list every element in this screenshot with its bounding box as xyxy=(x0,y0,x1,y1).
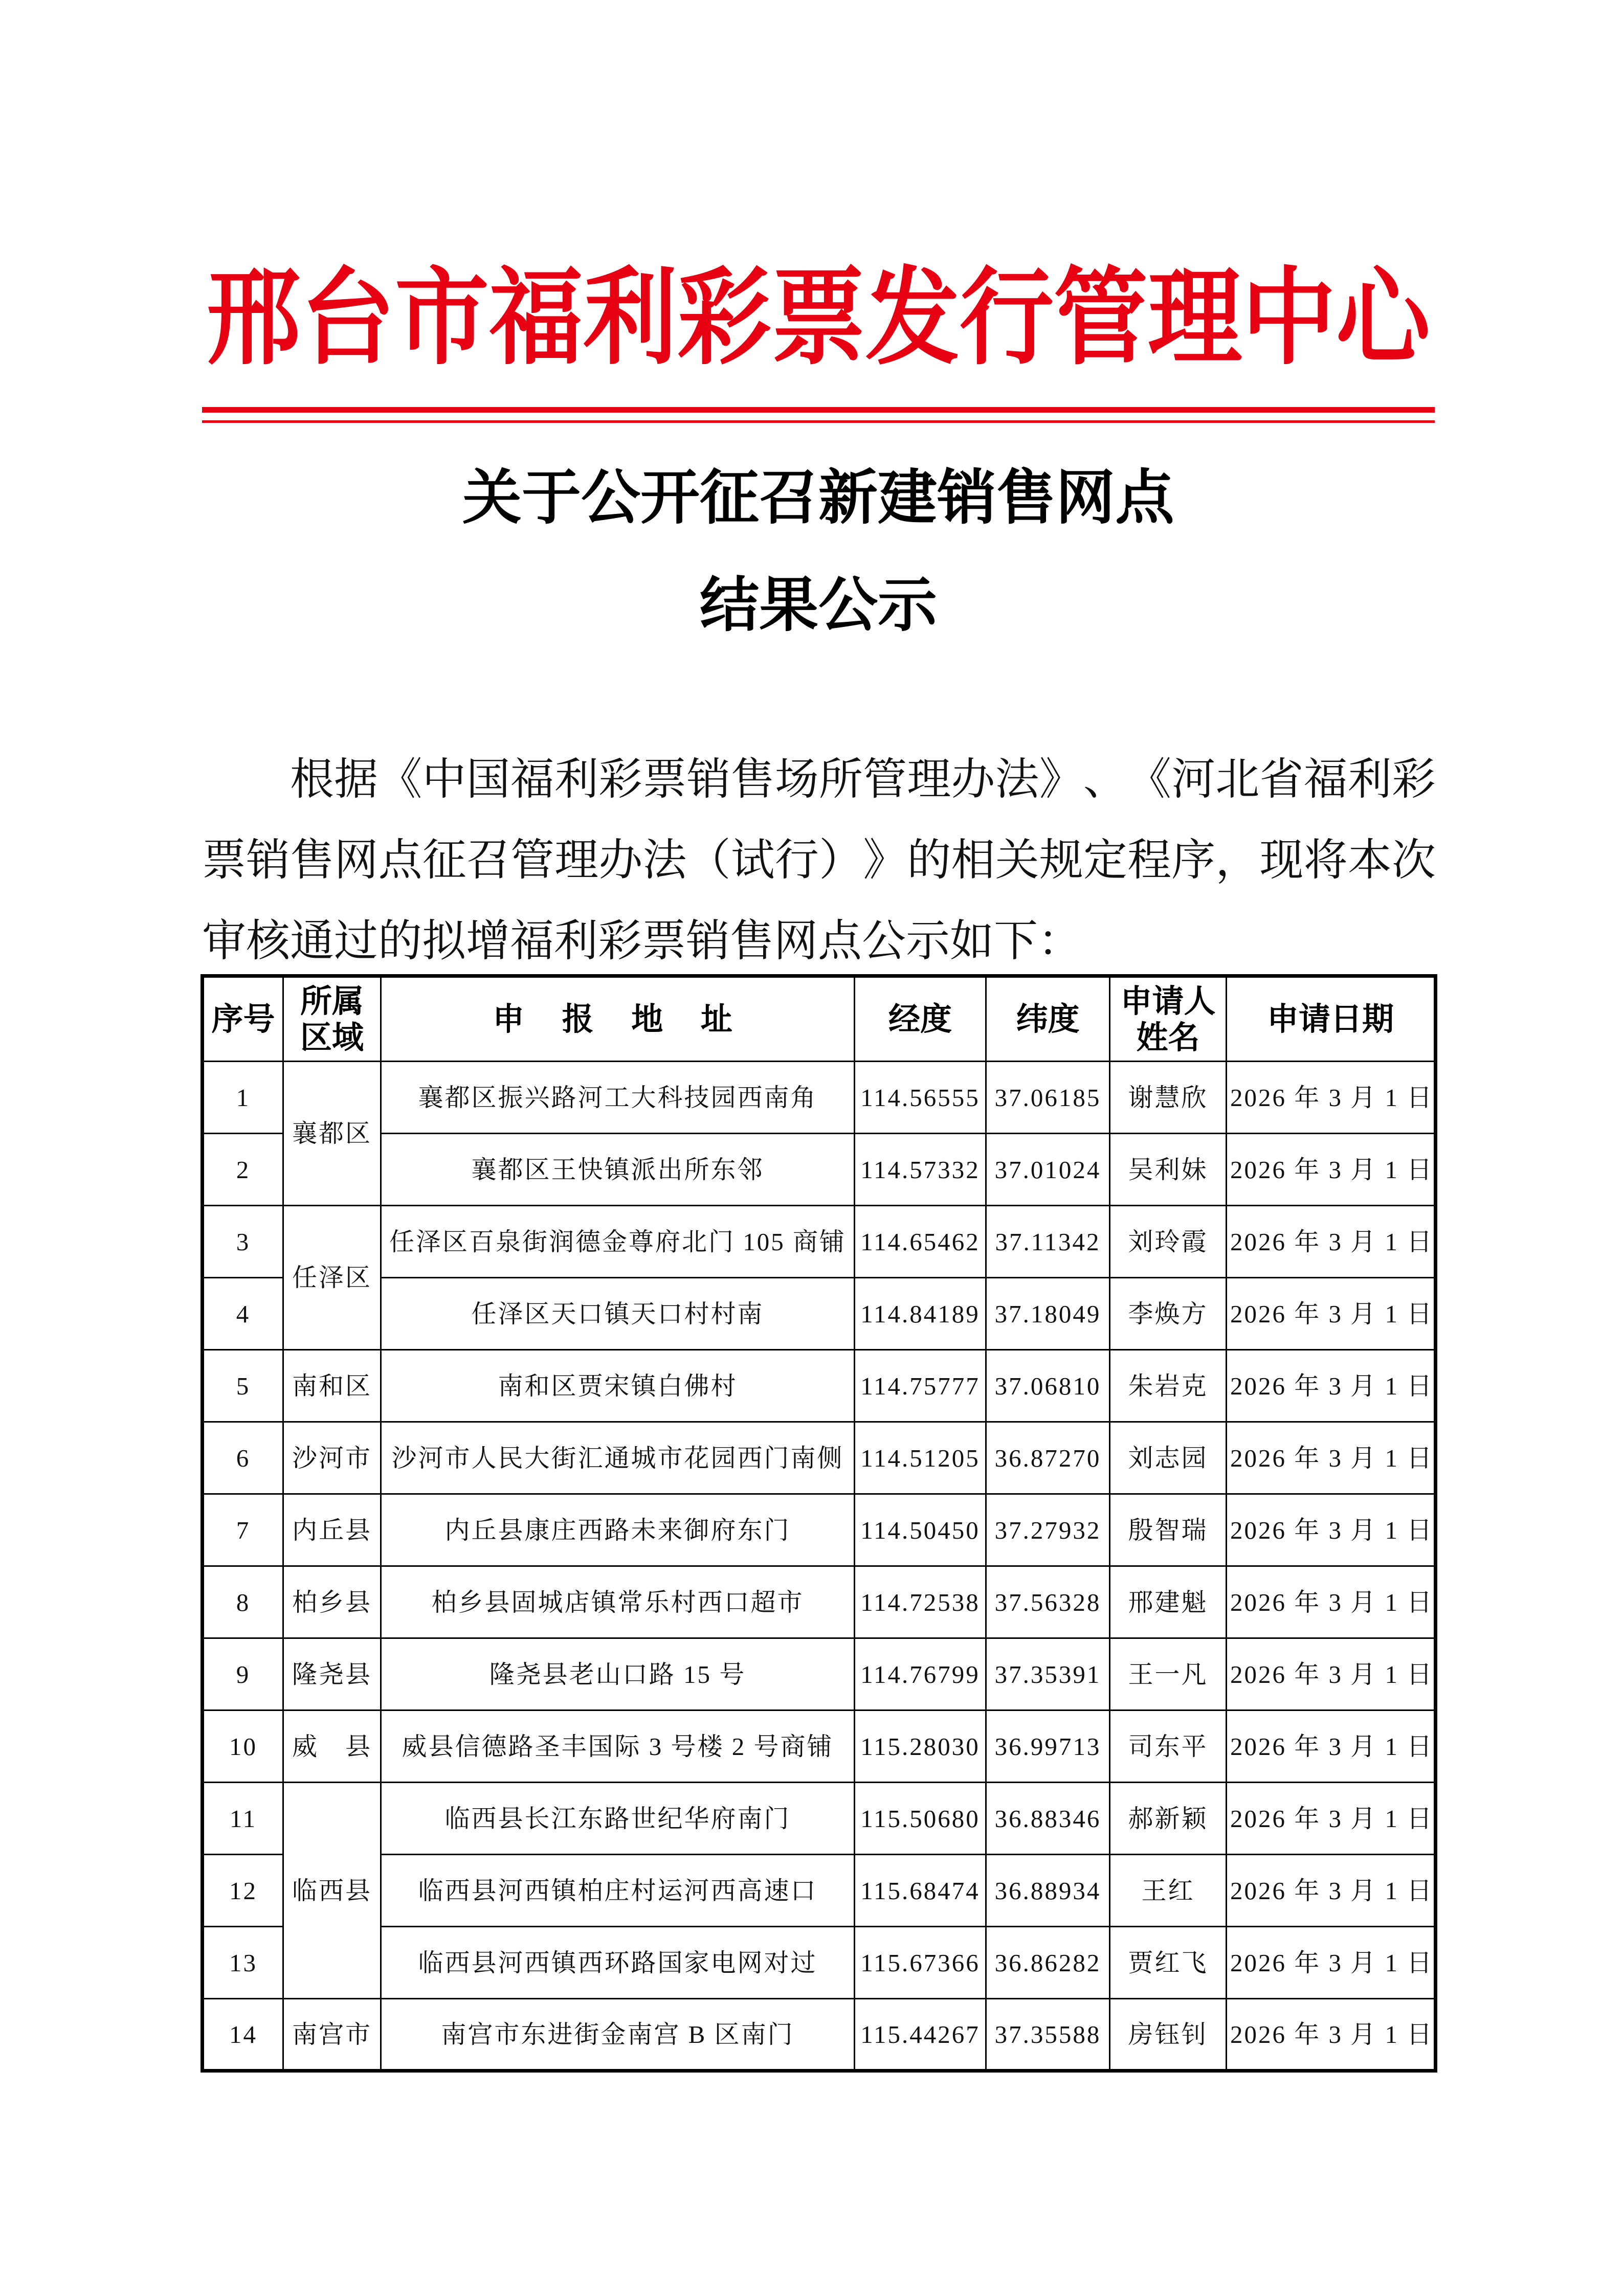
date-cell: 2026 年 3 月 1 日 xyxy=(1227,1494,1436,1566)
row-number: 4 xyxy=(203,1278,283,1350)
latitude-cell: 36.88346 xyxy=(986,1783,1110,1855)
row-number: 1 xyxy=(203,1062,283,1134)
district-cell: 柏乡县 xyxy=(283,1566,381,1638)
row-number: 12 xyxy=(203,1855,283,1927)
longitude-cell: 114.50450 xyxy=(855,1494,986,1566)
applicant-cell: 谢慧欣 xyxy=(1110,1062,1227,1134)
district-cell: 内丘县 xyxy=(283,1494,381,1566)
row-number: 6 xyxy=(203,1422,283,1494)
address-cell: 南和区贾宋镇白佛村 xyxy=(381,1350,855,1422)
district-cell: 任泽区 xyxy=(283,1206,381,1350)
address-cell: 威县信德路圣丰国际 3 号楼 2 号商铺 xyxy=(381,1710,855,1783)
district-cell: 沙河市 xyxy=(283,1422,381,1494)
applicant-cell: 刘玲霞 xyxy=(1110,1206,1227,1278)
intro-paragraph xyxy=(202,739,1436,981)
applicant-cell: 王一凡 xyxy=(1110,1638,1227,1710)
applicant-cell: 邢建魁 xyxy=(1110,1566,1227,1638)
latitude-cell: 36.88934 xyxy=(986,1855,1110,1927)
address-cell: 任泽区百泉街润德金尊府北门 105 商铺 xyxy=(381,1206,855,1278)
row-number: 10 xyxy=(203,1710,283,1783)
date-cell: 2026 年 3 月 1 日 xyxy=(1227,1999,1436,2071)
latitude-cell: 37.11342 xyxy=(986,1206,1110,1278)
date-cell: 2026 年 3 月 1 日 xyxy=(1227,1710,1436,1783)
issuing-organization-title: 邢台市福利彩票发行管理中心 xyxy=(206,256,1430,379)
intro-line: 审核通过的拟增福利彩票销售网点公示如下： xyxy=(202,916,1082,965)
date-cell: 2026 年 3 月 1 日 xyxy=(1227,1855,1436,1927)
address-cell: 临西县长江东路世纪华府南门 xyxy=(381,1783,855,1855)
district-cell: 威 县 xyxy=(283,1710,381,1783)
longitude-cell: 114.51205 xyxy=(855,1422,986,1494)
district-cell: 南宫市 xyxy=(283,1999,381,2071)
latitude-cell: 37.06810 xyxy=(986,1350,1110,1422)
row-number: 13 xyxy=(203,1927,283,1999)
red-header-rule-thick xyxy=(202,407,1435,413)
table-row xyxy=(203,1350,1436,1422)
address-cell: 沙河市人民大街汇通城市花园西门南侧 xyxy=(381,1422,855,1494)
date-cell: 2026 年 3 月 1 日 xyxy=(1227,1350,1436,1422)
header-district xyxy=(283,976,381,1062)
notice-title-line-2: 结果公示 xyxy=(700,570,937,640)
table-row xyxy=(203,1134,1436,1206)
address-cell: 襄都区王快镇派出所东邻 xyxy=(381,1134,855,1206)
table-row xyxy=(203,1710,1436,1783)
notice-title-line-1: 关于公开征召新建销售网点 xyxy=(462,463,1174,532)
longitude-cell: 114.76799 xyxy=(855,1638,986,1710)
row-number: 3 xyxy=(203,1206,283,1278)
table-row xyxy=(203,1062,1436,1134)
intro-line: 票销售网点征召管理办法（试行）》的相关规定程序，现将本次 xyxy=(202,836,1436,885)
applicant-cell: 殷智瑞 xyxy=(1110,1494,1227,1566)
header-applicant-label: 申请人姓名 xyxy=(1120,982,1216,1056)
applicant-cell: 贾红飞 xyxy=(1110,1927,1227,1999)
applicant-cell: 郝新颖 xyxy=(1110,1783,1227,1855)
row-number: 2 xyxy=(203,1134,283,1206)
date-cell: 2026 年 3 月 1 日 xyxy=(1227,1927,1436,1999)
address-cell: 襄都区振兴路河工大科技园西南角 xyxy=(381,1062,855,1134)
table-row xyxy=(203,1206,1436,1278)
table-header-row xyxy=(203,976,1436,1062)
latitude-cell: 37.01024 xyxy=(986,1134,1110,1206)
longitude-cell: 114.56555 xyxy=(855,1062,986,1134)
address-cell: 隆尧县老山口路 15 号 xyxy=(381,1638,855,1710)
date-cell: 2026 年 3 月 1 日 xyxy=(1227,1638,1436,1710)
red-header-rule-thin xyxy=(202,420,1435,423)
longitude-cell: 114.57332 xyxy=(855,1134,986,1206)
intro-line: 根据《中国福利彩票销售场所管理办法》、《河北省福利彩 xyxy=(290,755,1436,804)
table-row xyxy=(203,1638,1436,1710)
longitude-cell: 115.44267 xyxy=(855,1999,986,2071)
longitude-cell: 114.65462 xyxy=(855,1206,986,1278)
address-cell: 内丘县康庄西路未来御府东门 xyxy=(381,1494,855,1566)
table-row xyxy=(203,1783,1436,1855)
address-cell: 临西县河西镇西环路国家电网对过 xyxy=(381,1927,855,1999)
table-row xyxy=(203,1422,1436,1494)
latitude-cell: 36.86282 xyxy=(986,1927,1110,1999)
header-date: 申请日期 xyxy=(1227,976,1436,1062)
district-cell: 临西县 xyxy=(283,1783,381,1999)
date-cell: 2026 年 3 月 1 日 xyxy=(1227,1566,1436,1638)
address-cell: 任泽区天口镇天口村村南 xyxy=(381,1278,855,1350)
applicant-cell: 司东平 xyxy=(1110,1710,1227,1783)
applicant-cell: 朱岩克 xyxy=(1110,1350,1227,1422)
header-latitude: 纬度 xyxy=(986,976,1110,1062)
table-row xyxy=(203,1278,1436,1350)
applicant-cell: 刘志园 xyxy=(1110,1422,1227,1494)
latitude-cell: 37.06185 xyxy=(986,1062,1110,1134)
latitude-cell: 37.35588 xyxy=(986,1999,1110,2071)
table-row xyxy=(203,1999,1436,2071)
header-district-label: 所属区域 xyxy=(300,982,364,1056)
table-row xyxy=(203,1855,1436,1927)
longitude-cell: 115.67366 xyxy=(855,1927,986,1999)
header-address: 申 报 地 址 xyxy=(381,976,855,1062)
date-cell: 2026 年 3 月 1 日 xyxy=(1227,1134,1436,1206)
latitude-cell: 36.99713 xyxy=(986,1710,1110,1783)
row-number: 8 xyxy=(203,1566,283,1638)
date-cell: 2026 年 3 月 1 日 xyxy=(1227,1278,1436,1350)
header-longitude: 经度 xyxy=(855,976,986,1062)
date-cell: 2026 年 3 月 1 日 xyxy=(1227,1422,1436,1494)
header-applicant xyxy=(1110,976,1227,1062)
applicant-cell: 吴利妹 xyxy=(1110,1134,1227,1206)
longitude-cell: 115.50680 xyxy=(855,1783,986,1855)
longitude-cell: 115.28030 xyxy=(855,1710,986,1783)
latitude-cell: 37.27932 xyxy=(986,1494,1110,1566)
row-number: 7 xyxy=(203,1494,283,1566)
row-number: 9 xyxy=(203,1638,283,1710)
sales-outlet-table xyxy=(201,974,1437,2073)
table-row xyxy=(203,1927,1436,1999)
date-cell: 2026 年 3 月 1 日 xyxy=(1227,1206,1436,1278)
district-cell: 隆尧县 xyxy=(283,1638,381,1710)
district-cell: 襄都区 xyxy=(283,1062,381,1206)
address-cell: 南宫市东进街金南宫 B 区南门 xyxy=(381,1999,855,2071)
address-cell: 柏乡县固城店镇常乐村西口超市 xyxy=(381,1566,855,1638)
header-number: 序号 xyxy=(203,976,283,1062)
latitude-cell: 37.35391 xyxy=(986,1638,1110,1710)
table-row xyxy=(203,1566,1436,1638)
date-cell: 2026 年 3 月 1 日 xyxy=(1227,1062,1436,1134)
applicant-cell: 房钰钊 xyxy=(1110,1999,1227,2071)
longitude-cell: 115.68474 xyxy=(855,1855,986,1927)
latitude-cell: 36.87270 xyxy=(986,1422,1110,1494)
longitude-cell: 114.75777 xyxy=(855,1350,986,1422)
table-row xyxy=(203,1494,1436,1566)
longitude-cell: 114.72538 xyxy=(855,1566,986,1638)
latitude-cell: 37.18049 xyxy=(986,1278,1110,1350)
address-cell: 临西县河西镇柏庄村运河西高速口 xyxy=(381,1855,855,1927)
latitude-cell: 37.56328 xyxy=(986,1566,1110,1638)
date-cell: 2026 年 3 月 1 日 xyxy=(1227,1783,1436,1855)
district-cell: 南和区 xyxy=(283,1350,381,1422)
applicant-cell: 王红 xyxy=(1110,1855,1227,1927)
applicant-cell: 李焕方 xyxy=(1110,1278,1227,1350)
row-number: 14 xyxy=(203,1999,283,2071)
row-number: 5 xyxy=(203,1350,283,1422)
longitude-cell: 114.84189 xyxy=(855,1278,986,1350)
row-number: 11 xyxy=(203,1783,283,1855)
